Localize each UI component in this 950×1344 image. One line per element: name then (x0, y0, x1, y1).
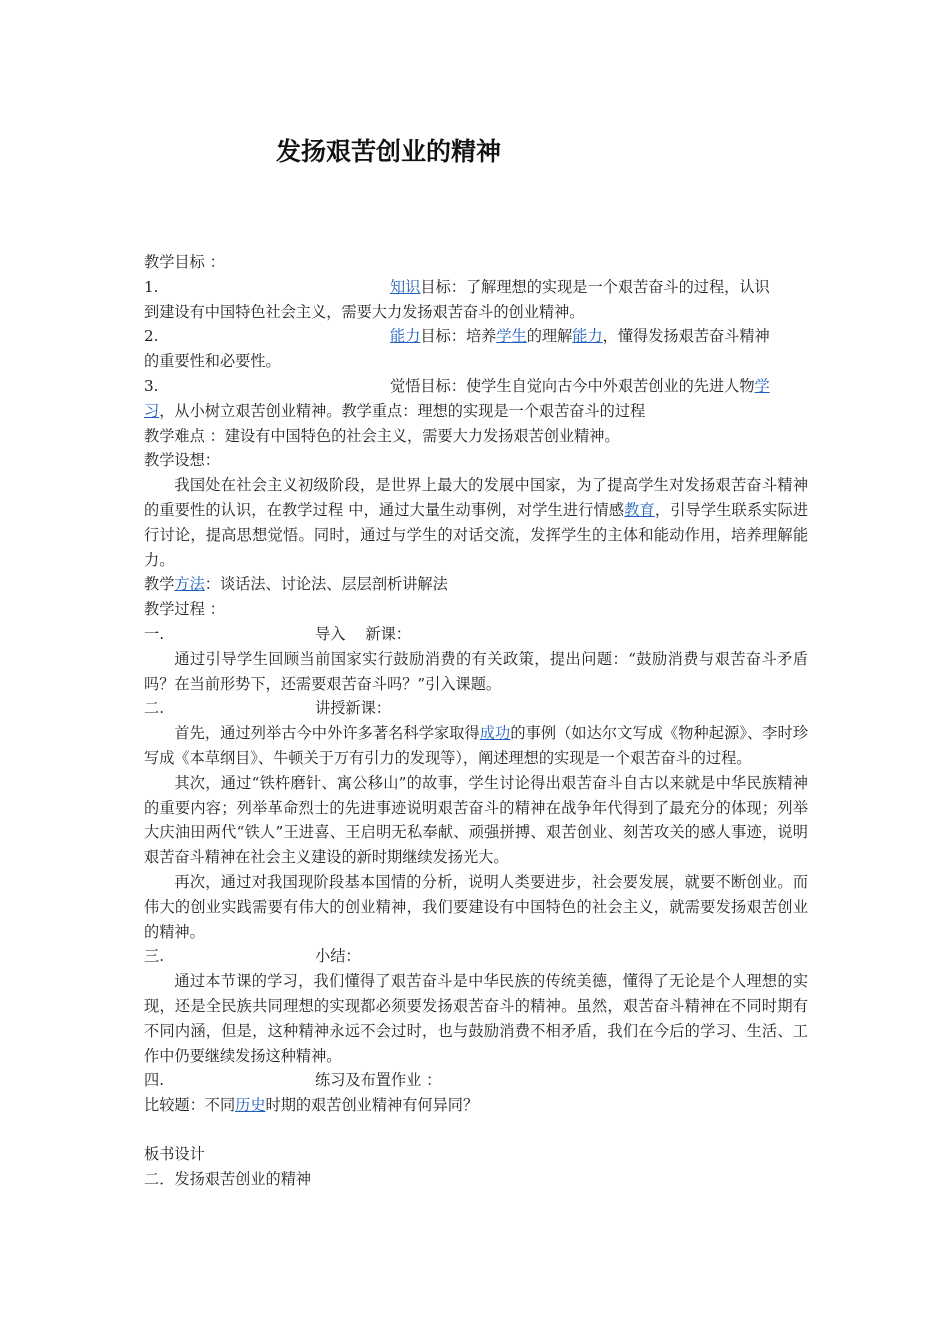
link-history[interactable]: 历史 (235, 1096, 266, 1115)
section-1-paragraph: 通过引导学生回顾当前国家实行鼓励消费的有关政策，提出问题：“鼓励消费与艰苦奋斗矛盾吗？在当前形势下，还需要艰苦奋斗吗？”引入课题。 (144, 649, 808, 693)
design-text-cont: ，引导学生联系实际进行讨论，提高思想觉悟。同时，通过与学生的对话交流，发挥学生的主体和能动作用，培养理解能力。 (144, 500, 809, 569)
section-2-paragraph-2: 其次，通过“铁杵磨针、寓公移山”的故事，学生讨论得出艰苦奋斗自古以来就是中华民族精神的重要内容；列举革命烈士的先进事迹说明艰苦奋斗的精神在战争年代得到了最充分的体现；列举大庆油田两代“铁人”王进喜、王启明无私奉献、顽强拼搏、艰苦创业、刻苦攻关的感人事迹，说明艰苦奋斗精神在社会主义建设的新时期继续发扬光大。 (144, 773, 808, 867)
link-knowledge[interactable]: 知识 (390, 277, 421, 296)
link-ability[interactable]: 能力 (390, 327, 421, 346)
process-heading: 教学过程 ： (144, 600, 225, 619)
goal-3-text: 觉悟目标：使学生自觉向古今中外艰苦创业的先进人物 (390, 376, 755, 395)
goal-1-text-cont: 到建设有中国特色社会主义，需要大力发扬艰苦奋斗的创业精神。 (144, 302, 585, 321)
section-4-heading (144, 1068, 808, 1093)
design-text: 我国处在社会主义初级阶段，是世界上最大的发展中国家，为了提高学生对发扬艰苦奋斗精神的重要性的认识，在教学过程 中，通过大量生动事例，对学生进行情感 (144, 476, 808, 519)
goal-3-text-cont: ，从小树立艰苦创业精神。教学重点：理想的实现是一个艰苦奋斗的过程 (159, 401, 646, 420)
goal-2-number: 2. (144, 327, 159, 346)
section-1-number: 一. (144, 624, 165, 643)
goal-2-text-b: 的理解 (526, 327, 573, 346)
section-1-label: 导入 新课： (315, 624, 411, 643)
section-2-heading (144, 696, 808, 721)
section-3-paragraph: 通过本节课的学习，我们懂得了艰苦奋斗是中华民族的传统美德，懂得了无论是个人理想的实现，还是全民族共同理想的实现都必须要发扬艰苦奋斗的精神。虽然，艰苦奋斗精神在不同时期有不同内涵，但是，这种精神永远不会过时，也与鼓励消费不相矛盾，我们在今后的学习、生活、工作中仍要继续发扬这种精神。 (144, 972, 808, 1065)
goal-2-text: 目标：培养 (420, 327, 497, 346)
goal-2-text-cont: 的重要性和必要性。 (144, 352, 281, 371)
teaching-method (144, 572, 808, 597)
link-success[interactable]: 成功 (479, 724, 511, 743)
goal-3 (144, 374, 808, 424)
goal-2-text-c: ，懂得发扬艰苦奋斗精神 (602, 327, 770, 346)
board-heading: 板书设计 (144, 1144, 205, 1163)
teaching-difficulty: 教学难点 ：建设有中国特色的社会主义，需要大力发扬艰苦创业精神。 (144, 426, 620, 445)
link-method[interactable]: 方法 (174, 575, 205, 594)
link-student[interactable]: 学生 (496, 327, 527, 346)
section-4-number: 四. (144, 1071, 165, 1090)
goal-2 (144, 324, 808, 374)
section-3-label: 小结： (315, 947, 361, 966)
link-learn-cont[interactable]: 习 (144, 401, 160, 420)
board-line: 二．发扬艰苦创业的精神 (144, 1169, 312, 1188)
section-2-text: 首先，通过列举古今中外许多著名科学家取得 (174, 724, 480, 743)
link-learn[interactable]: 学 (754, 376, 770, 395)
method-text: ：谈话法、讨论法、层层剖析讲解法 (204, 575, 448, 594)
blank-line (144, 1118, 808, 1142)
design-paragraph (144, 473, 808, 572)
section-3-heading (144, 944, 808, 969)
section-2-paragraph-1 (144, 721, 808, 771)
section-2-label: 讲授新课： (315, 699, 391, 718)
design-heading: 教学设想： (144, 451, 220, 470)
compare-prefix: 比较题：不同 (144, 1096, 236, 1115)
compare-question (144, 1093, 808, 1118)
goals-heading: 教学目标 ： (144, 253, 225, 271)
goal-1-number: 1. (144, 277, 159, 296)
link-ability-2[interactable]: 能力 (572, 327, 603, 346)
section-1-heading (144, 622, 808, 647)
document-title: 发扬艰苦创业的精神 (276, 137, 502, 166)
link-education[interactable]: 教育 (624, 500, 655, 519)
section-3-number: 三. (144, 947, 165, 966)
section-2-number: 二. (144, 699, 165, 718)
section-4-label: 练习及布置作业 ： (315, 1071, 442, 1090)
method-prefix: 教学 (144, 575, 175, 594)
compare-text: 时期的艰苦创业精神有何异同？ (265, 1096, 479, 1115)
section-2-paragraph-3: 再次，通过对我国现阶段基本国情的分析，说明人类要进步，社会要发展，就要不断创业。而伟大的创业实践需要有伟大的创业精神，我们要建设有中国特色的社会主义，就需要发扬艰苦创业的精神。 (144, 872, 808, 941)
goal-1 (144, 275, 808, 325)
section-2-text-cont: 的事例（如达尔文写成《物种起源》、李时珍写成《本草纲目》、牛顿关于万有引力的发现等），阐述理想的实现是一个艰苦奋斗的过程。 (144, 724, 809, 767)
goal-3-number: 3. (144, 376, 159, 395)
document-body (144, 250, 808, 1191)
goal-1-text: 目标：了解理想的实现是一个艰苦奋斗的过程，认识 (420, 277, 770, 296)
